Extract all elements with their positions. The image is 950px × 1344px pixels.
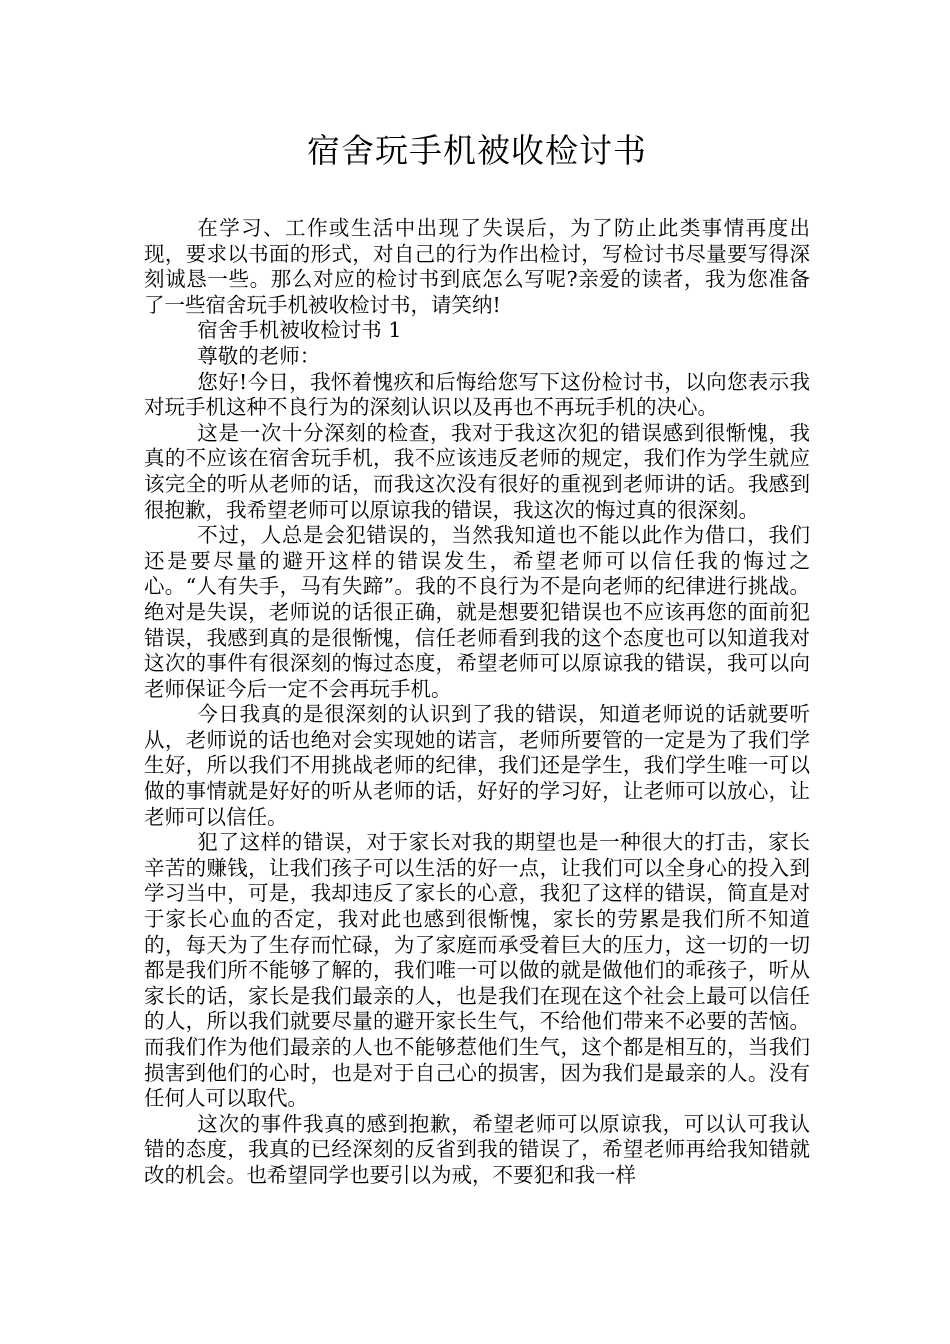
body-paragraph: 这次的事件我真的感到抱歉，希望老师可以原谅我，可以认可我认错的态度，我真的已经深刻的反省到我的错误了，希望老师再给我知错就改的机会。也希望同学也要引以为戒，不要犯和我一样 <box>144 1111 810 1187</box>
document-title: 宿舍玩手机被收检讨书 <box>307 131 647 170</box>
intro-paragraph: 在学习、工作或生活中出现了失误后，为了防止此类事情再度出现，要求以书面的形式，对自己的行为作出检讨，写检讨书尽量要写得深刻诚恳一些。那么对应的检讨书到底怎么写呢?亲爱的读者，我为您准备了一些宿舍玩手机被收检讨书，请笑纳! <box>144 216 810 317</box>
salutation: 尊敬的老师： <box>197 343 321 368</box>
body-paragraph: 今日我真的是很深刻的认识到了我的错误，知道老师说的话就要听从，老师说的话也绝对会实现她的诺言，老师所要管的一定是为了我们学生好，所以我们不用挑战老师的纪律，我们还是学生，我们学生唯一可以做的事情就是好好的听从老师的话，好好的学习好，让老师可以放心，让老师可以信任。 <box>144 702 810 829</box>
section-heading: 宿舍手机被收检讨书 1 <box>197 318 402 343</box>
document-page <box>144 128 810 1189</box>
body-paragraph: 犯了这样的错误，对于家长对我的期望也是一种很大的打击，家长辛苦的赚钱，让我们孩子可以生活的好一点，让我们可以全身心的投入到学习当中，可是，我却违反了家长的心意，我犯了这样的错误，简直是对于家长心血的否定，我对此也感到很惭愧，家长的劳累是我们所不知道的，每天为了生存而忙碌，为了家庭而承受着巨大的压力，这一切的一切都是我们所不能够了解的，我们唯一可以做的就是做他们的乖孩子，听从家长的话，家长是我们最亲的人，也是我们在现在这个社会上最可以信任的人，所以我们就要尽量的避开家长生气，不给他们带来不必要的苦恼。而我们作为他们最亲的人也不能够惹他们生气，这个都是相互的，当我们损害到他们的心时，也是对于自己心的损害，因为我们是最亲的人。没有任何人可以取代。 <box>144 830 810 1111</box>
body-paragraph: 您好!今日，我怀着愧疚和后悔给您写下这份检讨书，以向您表示我对玩手机这种不良行为的深刻认识以及再也不再玩手机的决心。 <box>144 369 810 420</box>
body-paragraph: 这是一次十分深刻的检查，我对于我这次犯的错误感到很惭愧，我真的不应该在宿舍玩手机，我不应该违反老师的规定，我们作为学生就应该完全的听从老师的话，而我这次没有很好的重视到老师讲的话。我感到很抱歉，我希望老师可以原谅我的错误，我这次的悔过真的很深刻。 <box>144 420 810 522</box>
body-paragraph: 不过，人总是会犯错误的，当然我知道也不能以此作为借口，我们还是要尽量的避开这样的错误发生，希望老师可以信任我的悔过之心。“人有失手，马有失蹄”。我的不良行为不是向老师的纪律进行挑战。绝对是失误，老师说的话很正确，就是想要犯错误也不应该再您的面前犯错误，我感到真的是很惭愧，信任老师看到我的这个态度也可以知道我对这次的事件有很深刻的悔过态度，希望老师可以原谅我的错误，我可以向老师保证今后一定不会再玩手机。 <box>144 523 810 701</box>
